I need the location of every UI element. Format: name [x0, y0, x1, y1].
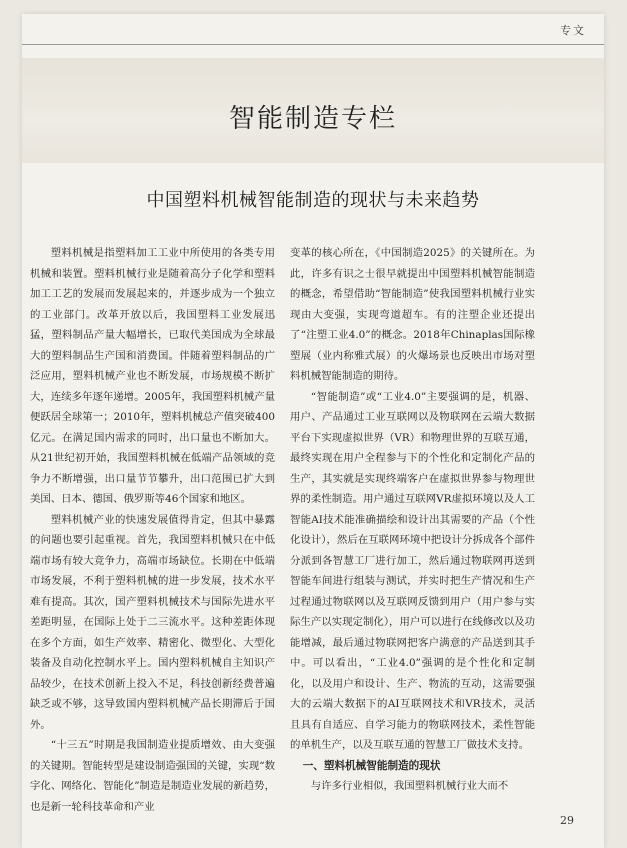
article-title: 中国塑料机械智能制造的现状与未来趋势 [146, 190, 480, 211]
body-paragraph: “智能制造”或“工业4.0”主要强调的是，机器、用户、产品通过工业互联网以及物联网在云端大数据平台下实现虚拟世界（VR）和物理世界的互联互通，最终实现在用户全程参与下的个性化和定制化产品的生产，其实就是实现终端客户在虚拟世界参与物理世界的柔性制造。用户通过互联网VR虚拟环境以及人工智能AI技术能准确描绘和设计出其需要的产品（个性化设计），然后在互联网环境中把设计分拆成各个部件分派到各智慧工厂进行加工，然后通过物联网再送到智能车间进行组装与测试，并实时把生产情况和生产过程通过物联网以及互联网反馈到用户（用户参与实际生产以实现定制化），用户可以进行在线修改以及功能增减，最后通过物联网把客户满意的产品送到其手中。可以看出，“工业4.0”强调的是个性化和定制化，以及用户和设计、生产、物流的互动，这需要强大的云端大数据下的AI互联网技术和VR技术，灵活且具有自适应、自学习能力的物联网技术，柔性智能的单机生产，以及互联互通的智慧工厂做技术支持。 [290, 390, 535, 751]
section-label: 专文 [560, 24, 586, 37]
column-banner [22, 58, 604, 163]
body-paragraph: 塑料机械是指塑料加工工业中所使用的各类专用机械和装置。塑料机械行业是随着高分子化学和塑料加工工艺的发展而发展起来的，并逐步成为一个独立的工业部门。改革开放以后，我国塑料工业发展迅猛，塑料制品产量大幅增长，已取代美国成为全球最大的塑料制品生产国和消费国。伴随着塑料制品的广泛应用，塑料机械产业也不断发展，市场规模不断扩大，连续多年逐年递增。2005年，我国塑料机械产量便跃居全球第一；2010年，塑料机械总产值突破400亿元。在满足国内需求的同时，出口量也不断加大。从21世纪初开始，我国塑料机械在低端产品领域的竞争力不断增强，出口量节节攀升，出口范围已扩大到美国、日本、德国、俄罗斯等46个国家和地区。 [30, 247, 275, 505]
body-paragraph: “十三五”时期是我国制造业提质增效、由大变强的关键期。智能转型是建设制造强国的关键，实现“数字化、网络化、智能化”制造是制造业发展的新趋势，也是新一轮科技革命和产业 [30, 739, 275, 813]
body-paragraph: 与许多行业相似，我国塑料机械行业大而不 [310, 780, 509, 792]
section-heading: 一、塑料机械智能制造的现状 [302, 759, 441, 772]
right-column [290, 243, 535, 797]
page-number: 29 [560, 814, 574, 827]
header-divider [22, 44, 604, 45]
body-paragraph: 塑料机械产业的快速发展值得肯定，但其中暴露的问题也要引起重视。首先，我国塑料机械只在中低端市场有较大竞争力，高端市场缺位。长期在中低端市场发展，不利于塑料机械的进一步发展，技术水平难有提高。其次，国产塑料机械技术与国际先进水平差距明显，在国际上处于二三流水平。这种差距体现在多个方面，如生产效率、精密化、微型化、大型化装备及自动化控制水平上。国内塑料机械自主知识产品较少，在技术创新上投入不足，科技创新经费普遍缺乏或不够，这导致国内塑料机械产品长期滞后于国外。 [30, 513, 275, 731]
document-page [22, 14, 604, 848]
left-column [30, 243, 275, 817]
body-paragraph: 变革的核心所在，《中国制造2025》的关键所在。为此，许多有识之士很早就提出中国塑料机械智能制造的概念，希望借助“智能制造”使我国塑料机械行业实现由大变强，实现弯道超车。有的注塑企业还提出了“注塑工业4.0”的概念。2018年Chinaplas国际橡塑展（业内称雅式展）的火爆场景也反映出市场对塑料机械智能制造的期待。 [290, 247, 535, 382]
banner-title: 智能制造专栏 [228, 104, 397, 134]
